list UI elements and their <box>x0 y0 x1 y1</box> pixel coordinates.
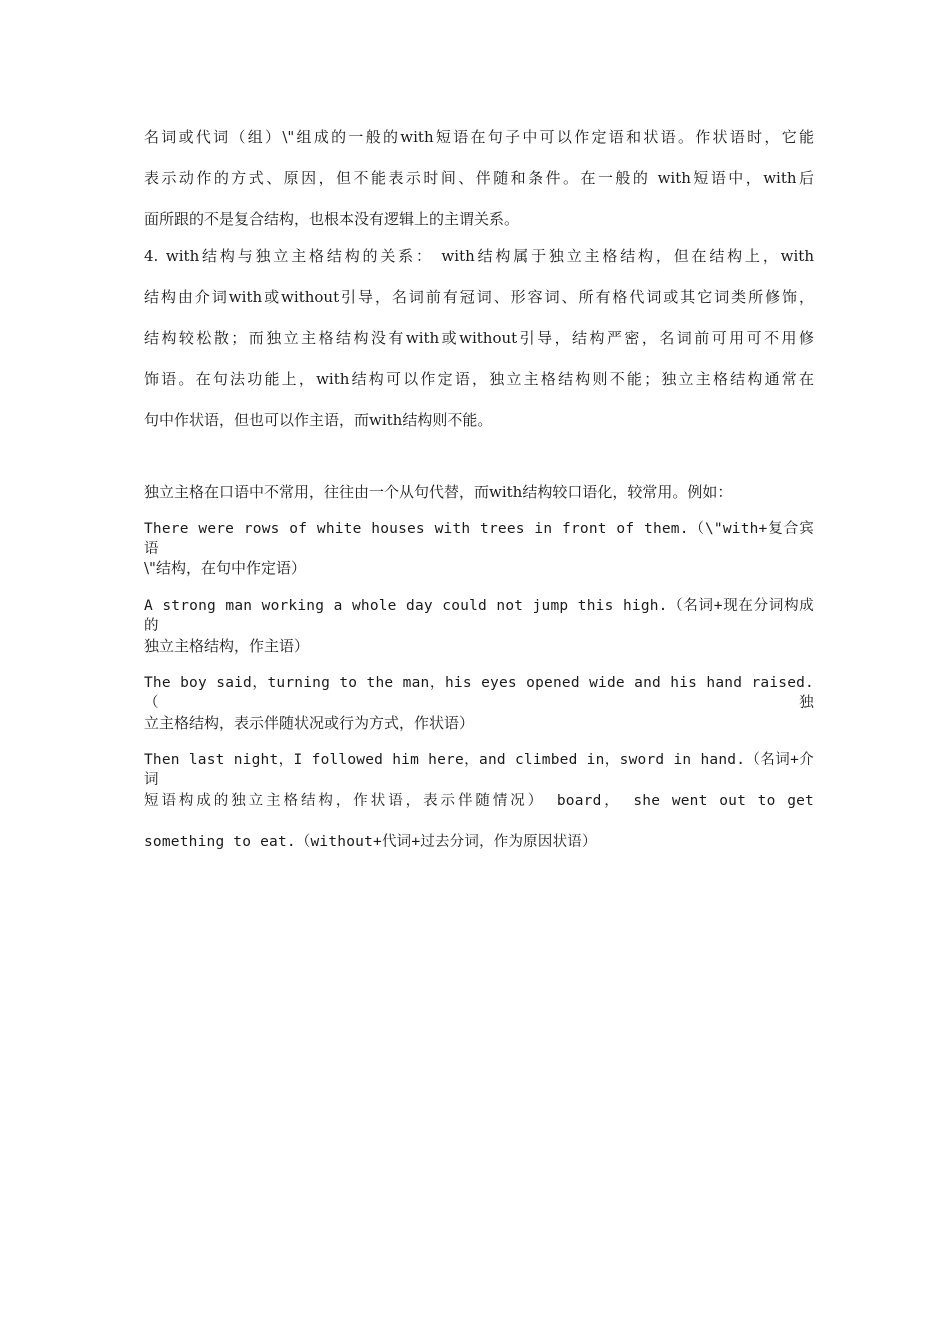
text-line: 独立主格结构，作主语） <box>144 637 310 655</box>
text-line: 独立主格在口语中不常用，往往由一个从句代替，而with结构较口语化，较常用。例如： <box>144 483 733 501</box>
example-sentence: 短语构成的独立主格结构，作状语，表示伴随情况） board， she went out to get <box>144 793 814 809</box>
example-sentence: Then last night，I followed him here，and climbed in，sword in hand.（名词+介词 <box>144 752 814 788</box>
text-line: 名词或代词（组）\"组成的一般的with短语在句子中可以作定语和状语。作状语时，它能 <box>144 128 814 146</box>
text-line: 立主格结构，表示伴随状况或行为方式，作状语） <box>144 714 475 732</box>
text-line: 面所跟的不是复合结构，也根本没有逻辑上的主谓关系。 <box>144 210 520 228</box>
example-sentence: The boy said，turning to the man，his eyes opened wide and his hand raised.（独 <box>144 675 814 711</box>
example-sentence: A strong man working a whole day could not jump this high.（名词+现在分词构成的 <box>144 598 814 634</box>
text-line: 4. with结构与独立主格结构的关系： with结构属于独立主格结构，但在结构上，with <box>144 247 814 265</box>
text-line: 表示动作的方式、原因，但不能表示时间、伴随和条件。在一般的 with短语中，with后 <box>144 169 814 187</box>
text-line: \"结构，在句中作定语） <box>144 559 306 577</box>
text-line: 饰语。在句法功能上，with结构可以作定语，独立主格结构则不能；独立主格结构通常在 <box>144 370 814 388</box>
text-line: 结构由介词with或without引导，名词前有冠词、形容词、所有格代词或其它词类所修饰， <box>144 288 814 306</box>
text-line: 句中作状语，但也可以作主语，而with结构则不能。 <box>144 411 493 429</box>
text-line: 结构较松散；而独立主格结构没有with或without引导，结构严密，名词前可用可不用修 <box>144 329 814 347</box>
example-sentence: There were rows of white houses with trees in front of them.（\"with+复合宾语 <box>144 521 814 557</box>
example-sentence: something to eat.（without+代词+过去分词，作为原因状语） <box>144 834 597 850</box>
